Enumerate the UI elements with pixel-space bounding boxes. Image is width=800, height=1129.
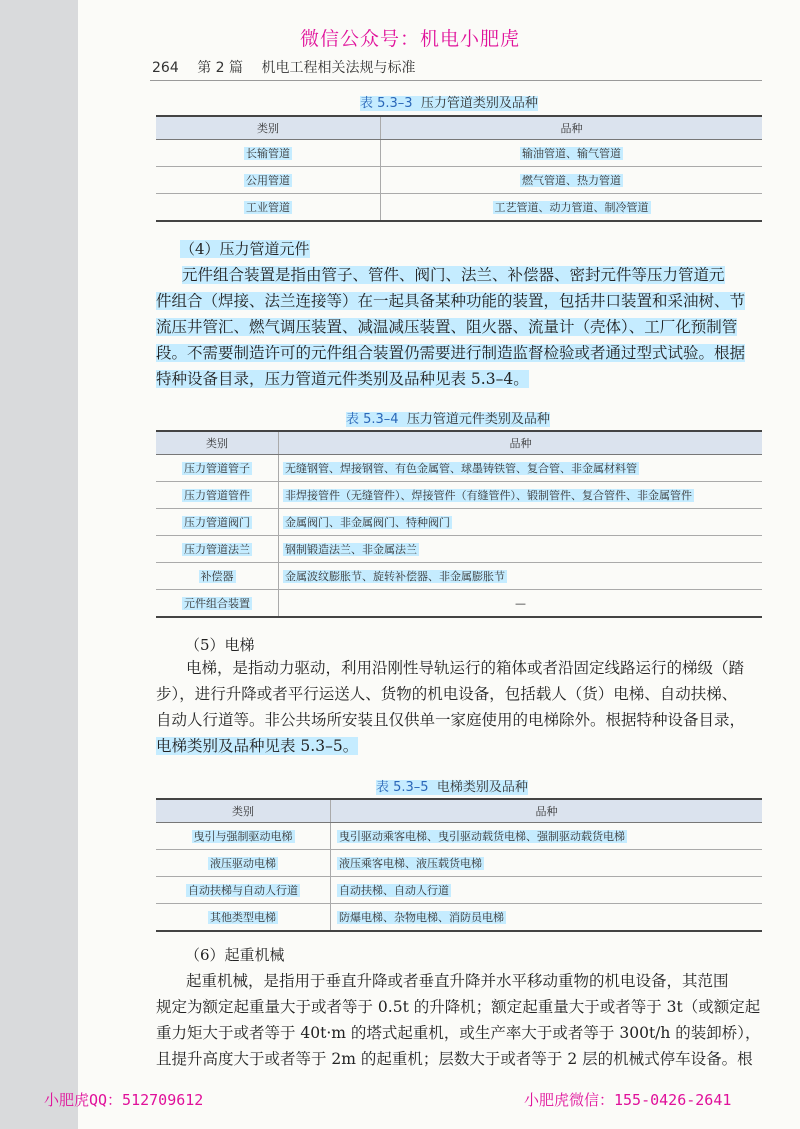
table-row <box>156 536 762 563</box>
table2-cell-category: 元件组合装置 <box>184 597 250 610</box>
table3-cell-kind: 曳引驱动乘客电梯、曳引驱动载货电梯、强制驱动载货电梯 <box>339 830 625 843</box>
table2-cell-kind: — <box>515 596 526 610</box>
table2-cell-kind: 金属阀门、非金属阀门、特种阀门 <box>285 516 450 529</box>
paragraph-line: 且提升高度大于或者等于 2m 的起重机；层数大于或者等于 2 层的机械式停车设备。根 <box>156 1050 753 1068</box>
table2-cell-category: 压力管道管件 <box>184 489 250 502</box>
table1-header-row <box>156 116 762 140</box>
watermark-bottom-left: 小肥虎QQ：512709612 <box>44 1091 204 1109</box>
table1-cell-kind: 工艺管道、动力管道、制冷管道 <box>494 201 649 214</box>
table3-cell-category: 液压驱动电梯 <box>210 857 276 870</box>
table-row <box>156 850 762 877</box>
table3-header-row <box>156 799 762 823</box>
paragraph-line: 段。不需要制造许可的元件组合装置仍需要进行制造监督检验或者通过型式试验。根据 <box>156 344 746 362</box>
running-header <box>152 57 429 77</box>
table1-cell-category: 工业管道 <box>246 201 290 214</box>
table3-cell-category: 自动扶梯与自动人行道 <box>188 884 298 897</box>
section5-heading: （5）电梯 <box>185 636 255 654</box>
section6-heading: （6）起重机械 <box>185 946 285 964</box>
table3-caption-text: 电梯类别及品种 <box>436 780 528 795</box>
table3-cell-kind: 液压乘客电梯、液压载货电梯 <box>339 857 482 870</box>
table-row <box>156 904 762 932</box>
paragraph-line: 流压井管汇、燃气调压装置、减温减压装置、阻火器、流量计（壳体）、工厂化预制管 <box>156 318 738 336</box>
part-title: 机电工程相关法规与标准 <box>261 60 416 76</box>
paragraph-line: 特种设备目录，压力管道元件类别及品种见表 5.3–4。 <box>156 370 529 388</box>
book-spine-shadow <box>0 0 78 1129</box>
page-number: 264 <box>152 60 179 76</box>
table1-cell-kind: 燃气管道、热力管道 <box>522 174 621 187</box>
table2-caption-number: 表 5.3–4 <box>346 412 399 427</box>
table-row <box>156 455 762 482</box>
table2-cell-kind: 金属波纹膨胀节、旋转补偿器、非金属膨胀节 <box>285 570 505 583</box>
table2-cell-category: 压力管道阀门 <box>184 516 250 529</box>
table1-caption <box>360 92 538 111</box>
table3-col-category: 类别 <box>156 799 331 823</box>
table-row <box>156 167 762 194</box>
table2 <box>156 430 762 618</box>
table1-cell-category: 公用管道 <box>246 174 290 187</box>
table-row <box>156 509 762 536</box>
table1-col-kind: 品种 <box>381 116 763 140</box>
table2-col-kind: 品种 <box>279 431 763 455</box>
paragraph-line: 电梯，是指动力驱动，利用沿刚性导轨运行的箱体或者沿固定线路运行的梯级（踏 <box>186 659 745 677</box>
part-label: 第 2 篇 <box>197 60 243 76</box>
table2-cell-category: 补偿器 <box>200 570 234 583</box>
paragraph-line: 电梯类别及品种见表 5.3–5。 <box>156 737 359 755</box>
paragraph-line: 自动人行道等。非公共场所安装且仅供单一家庭使用的电梯除外。根据特种设备目录， <box>156 711 746 729</box>
table3 <box>156 798 762 932</box>
table2-header-row <box>156 431 762 455</box>
table2-cell-category: 压力管道管子 <box>184 462 250 475</box>
table3-cell-kind: 防爆电梯、杂物电梯、消防员电梯 <box>339 911 504 924</box>
table-row <box>156 482 762 509</box>
table3-cell-category: 其他类型电梯 <box>210 911 276 924</box>
table1-caption-text: 压力管道类别及品种 <box>420 96 538 111</box>
paragraph-line: 重力矩大于或者等于 40t·m 的塔式起重机，或生产率大于或者等于 300t/h 的装卸桥）， <box>156 1024 761 1042</box>
table-row <box>156 194 762 222</box>
table-row <box>156 823 762 850</box>
table3-col-kind: 品种 <box>331 799 763 823</box>
section4-paragraph <box>156 262 745 392</box>
paragraph-line: 起重机械，是指用于垂直升降或者垂直升降并水平移动重物的机电设备，其范围 <box>186 972 729 990</box>
watermark-bottom-right: 小肥虎微信：155-0426-2641 <box>524 1091 732 1109</box>
table2-cell-kind: 非焊接管件（无缝管件）、焊接管件（有缝管件）、锻制管件、复合管件、非金属管件 <box>285 489 692 502</box>
paragraph-line: 件组合（焊接、法兰连接等）在一起具备某种功能的装置，包括井口装置和采油树、节 <box>156 292 746 310</box>
paragraph-line: 步），进行升降或者平行运送人、货物的机电设备，包括载人（货）电梯、自动扶梯、 <box>156 685 738 703</box>
watermark-top: 微信公众号：机电小肥虎 <box>300 28 521 50</box>
table2-cell-kind: 钢制锻造法兰、非金属法兰 <box>285 543 417 556</box>
table1-cell-kind: 输油管道、输气管道 <box>522 147 621 160</box>
table2-col-category: 类别 <box>156 431 279 455</box>
section4-heading: （4）压力管道元件 <box>180 240 310 258</box>
table-row <box>156 877 762 904</box>
table-row <box>156 563 762 590</box>
paragraph-line: 元件组合装置是指由管子、管件、阀门、法兰、补偿器、密封元件等压力管道元 <box>182 266 725 284</box>
table1-caption-number: 表 5.3–3 <box>360 96 413 111</box>
table3-cell-category: 曳引与强制驱动电梯 <box>193 830 293 843</box>
table2-caption-text: 压力管道元件类别及品种 <box>406 412 550 427</box>
section5-paragraph <box>156 655 745 759</box>
header-rule <box>150 80 762 81</box>
table1-cell-category: 长输管道 <box>246 147 290 160</box>
table2-cell-category: 压力管道法兰 <box>184 543 250 556</box>
table1 <box>156 115 762 222</box>
table2-caption <box>346 408 550 427</box>
table-row <box>156 590 762 618</box>
table-row <box>156 140 762 167</box>
table3-caption-number: 表 5.3–5 <box>376 780 429 795</box>
table3-caption <box>376 776 528 795</box>
section6-paragraph <box>156 968 761 1072</box>
table2-cell-kind: 无缝钢管、焊接钢管、有色金属管、球墨铸铁管、复合管、非金属材料管 <box>285 462 637 475</box>
paragraph-line: 规定为额定起重量大于或者等于 0.5t 的升降机；额定起重量大于或者等于 3t（或额定起 <box>156 998 761 1016</box>
table1-col-category: 类别 <box>156 116 381 140</box>
table3-cell-kind: 自动扶梯、自动人行道 <box>339 884 449 897</box>
